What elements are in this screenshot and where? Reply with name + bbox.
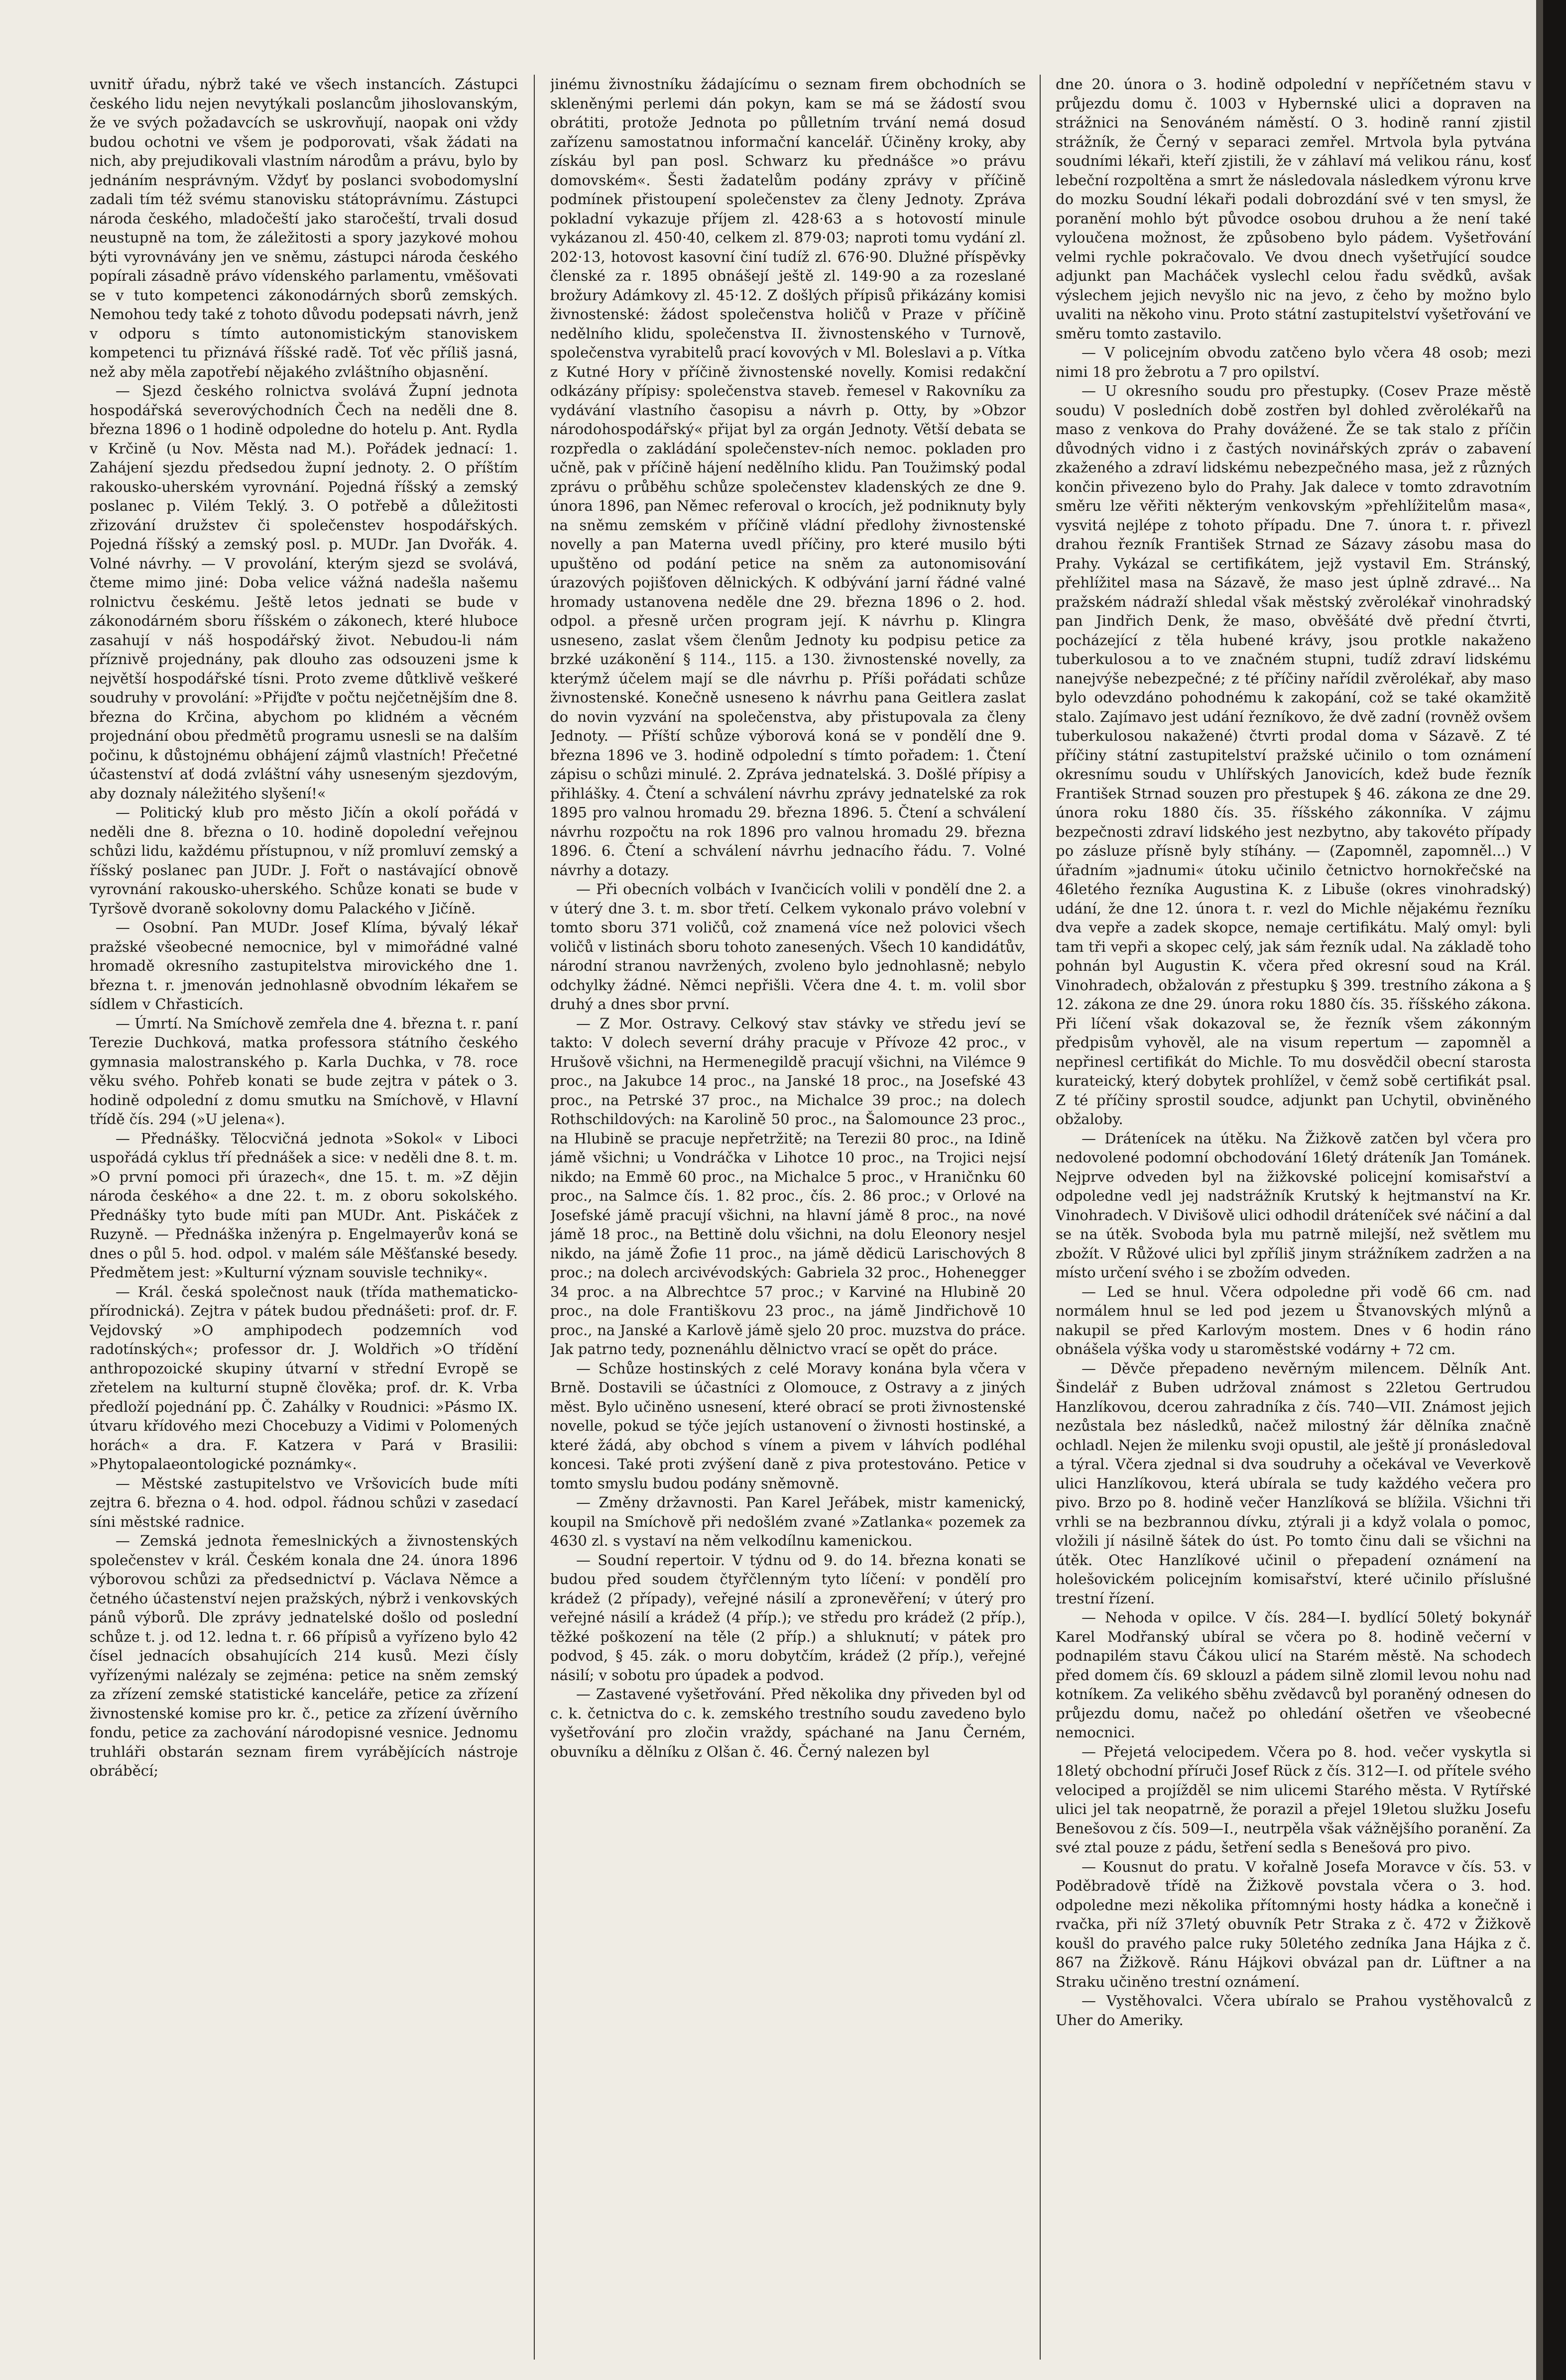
article-paragraph: dne 20. února o 3. hodině odpolední v nepříčetném stavu v průjezdu domu č. 1003 v Hybernské ulici a dopraven na strážnici na Senováném náměstí. O 3. hodině ranní zjistil strážník, že Černý v separaci zemřel. Mrtvola byla pytvána soudními lékaři, kteří zjistili, že v záhlaví má velikou ránu, kosť lebeční rozpoltěna a smrt že následovala následkem výronu krve do mozku Soudní lékaři podali dobrozdání své v ten smysl, že poranění mohlo být původce osobou druhou a že není také vyloučena možnost, že způsobeno bylo pádem. Vyšetřování velmi rychle pokračovalo. Ve dvou dnech vyšetřující soudce adjunkt pan Macháček vyslechl celou řadu svědků, avšak výslechem jejich nevyšlo nic na jevo, z čeho by možno bylo uvaliti na někoho vinu. Proto státní zastupitelství vyšetřování ve směru tomto zastavilo. bbox=[1056, 76, 1531, 342]
column-divider bbox=[1040, 75, 1041, 2360]
article-paragraph: — Osobní. Pan MUDr. Josef Klíma, bývalý lékař pražské všeobecné nemocnice, byl v mimořádné valné hromadě okresního zastupitelstva mirovického dne 1. března t. r. jmenován jednohlasně obvodním lékařem se sídlem v Chřasticích. bbox=[90, 919, 518, 1013]
article-paragraph: — Drátenícek na útěku. Na Žižkově zatčen byl včera pro nedovolené podomní obchodování 16letý dráteník Jan Tománek. Nejprve odveden byl na žižkovské policejní komisařství a odpoledne vedl jej nadstrážník Krutský k hejtmanství na Kr. Vinohradech. V Divišově ulici odhodil dráteníček své náčiní a dal se na útěk. Svoboda byla mu patrně milejší, než světlem mu zbožít. V Růžové ulici byl zpříliš jinym strážníkem zadržen a na místo určení svého i se zbožím odveden. bbox=[1056, 1130, 1531, 1281]
article-paragraph: — Při obecních volbách v Ivančicích volili v pondělí dne 2. a v úterý dne 3. t. m. sbor třetí. Celkem vykonalo právo volební v tomto sboru 371 voličů, což znamená více než polovici všech voličů v listinách sboru tohoto zanesených. Všech 10 kandidátův, národní stranou navržených, zvoleno bylo jednohlasně; nebylo odchylky žádné. Němci nepřišli. Včera dne 4. t. m. volil sbor druhý a dnes sbor první. bbox=[550, 881, 1026, 1013]
article-paragraph: — Městské zastupitelstvo ve Vršovicích bude míti zejtra 6. března o 4. hod. odpol. řádnou schůzi v zasedací síni městské radnice. bbox=[90, 1474, 518, 1530]
article-paragraph: uvnitř úřadu, nýbrž také ve všech instancích. Zástupci českého lidu nejen nevytýkali poslancům jihoslovanským, že ve svých požadavcích se uskrovňují, naopak oni vždy budou ochotni ve všem je podporovati, však žádati na nich, aby prejudikovali vlastním národům a právu, bylo by jednáním nesprávným. Vždyť by poslanci svobodomyslní zadali tím též svému stanovisku státoprávnímu. Zástupci národa českého, mladočeští jako staročeští, trvali dosud neustupně na tom, že záležitosti a spory jazykové mohou býti vyrovnávány jen ve sněmu, zástupci národa českého popírali zásadně právo vídenského parlamentu, vměšovati se v tuto kompetenci zákonodárných sborů zemských. Nemohou tedy také z tohoto důvodu podepsati návrh, jenž v odporu s tímto autonomistickým stanoviskem kompetenci tu přiznává říšské radě. Toť věc příliš jasná, než aby měla zapotřebí nějakého zvláštního objasnění. bbox=[90, 76, 518, 380]
article-paragraph: jinému živnostníku žádajícímu o seznam firem obchodních se skleněnými perlemi dán pokyn, kam se má se žádostí svou obrátiti, protože Jednota po půlletním trvání nemá dosud zařízenu samostatnou informační kancelář. Účiněny kroky, aby získáu byl pan posl. Schwarz ku přednášce »o právu domovském«. Šesti žadatelům podány zprávy v příčině podmínek přistoupení společenstev za členy Jednoty. Zpráva pokladní vykazuje příjem zl. 428·63 a s hotovostí minule vykázanou zl. 450·40, celkem zl. 879·03; naproti tomu vydání zl. 202·13, hotovost kasovní činí tudíž zl. 676·90. Dlužné příspěvky členské za r. 1895 obnášejí ještě zl. 149·90 a za rozeslané brožury Adámkovy zl. 45·12. Z došlých přípisů přikázány komisi živnostenské: žádost společenstva holičů v Praze v příčině nedělního klidu, společenstva II. živnostenského v Turnově, společenstva vyrabitelů prací kovových v Ml. Boleslavi a p. Vítka z Kutné Hory v příčině živnostenské novelly. Komisi redakční odkázány přípisy: společenstva staveb. řemesel v Rakovníku za vydávání vlastního časopisu a návrh p. Otty, by »Obzor národohospodářský« přijat byl za orgán Jednoty. Větší debata se rozpředla o zakládání společenstev-ních nemoc. pokladen pro učně, pak v příčině hájení nedělního klidu. Pan Toužimský podal zprávu o průběhu schůze společenstev kladenských ze dne 9. února 1896, pan Němec referoval o krocích, jež podniknuty byly na sněmu zemském v příčině vládní předlohy živnostenské novelly a pan Materna uvedl příčiny, pro které musilo býti upuštěno od podání petice na sněm za autonomisování úrazových pojišťoven dělnických. K odbývání jarní řádné valné hromady ustanovena neděle dne 29. března 1896 o 2. hod. odpol. a přesně určen program její. K návrhu p. Klingra usneseno, zaslat všem členům Jednoty ku podpisu petice za brzké uzákonění § 114., 115. a 130. živnostenské novelly, za kterýmž účelem mají se dle návrhu p. Příši pořádati schůze živnostenské. Konečně usneseno k návrhu pana Geitlera zaslat do novin vyzvání na společenstva, aby přistupovala za členy Jednoty. — Příští schůze výborová koná se v pondělí dne 9. března 1896 ve 3. hodině odpolední s tímto pořadem: 1. Čtení zápisu o schůzi minulé. 2. Zpráva jednatelská. 3. Došlé přípisy a přihlášky. 4. Čtení a schválení návrhu zprávy jednatelské za rok 1895 pro valnou hromadu 29. března 1896. 5. Čtení a schválení návrhu rozpočtu na rok 1896 pro valnou hromadu 29. března 1896. 6. Čtení a schválení návrhu jednacího řádu. 7. Volné návrhy a dotazy. bbox=[550, 76, 1026, 879]
article-paragraph: — Přednášky. Tělocvičná jednota »Sokol« v Liboci uspořádá cyklus tří přednášek a sice: v neděli dne 8. t. m. »O první pomoci při úrazech«, dne 15. t. m. »Z dějin národa českého« a dne 22. t. m. z oboru sokolského. Přednášky tyto bude míti pan MUDr. Ant. Piskáček z Ruzyně. — Přednáška inženýra p. Engelmayerův koná se dnes o půl 5. hod. odpol. v malém sále Měšťanské besedy. Předmětem jest: »Kulturní význam souvisle techniky«. bbox=[90, 1130, 518, 1281]
article-paragraph: — Politický klub pro město Jičín a okolí pořádá v neděli dne 8. března o 10. hodině dopolední veřejnou schůzi lidu, každému přístupnou, v níž promluví zemský a říšský poslanec pan JUDr. J. Fořt o nastávající obnově vyrovnání rakousko-uherského. Schůze konati se bude v Tyršově dvoraně sokolovny domu Palackého v Jičíně. bbox=[90, 804, 518, 917]
article-paragraph: — Soudní repertoir. V týdnu od 9. do 14. března konati se budou před soudem čtyřčlenným tyto líčení: v pondělí pro krádež (2 případy), veřejné násilí a zpronevěření; v úterý pro veřejné násilí a krádež (4 příp.); ve středu pro krádež (2 příp.), těžké poškození na těle (2 příp.) a shluknutí; v pátek pro podvod, § 45. zák. o moru dobytčím, krádež (2 příp.), veřejné násilí; v sobotu pro úpadek a podvod. bbox=[550, 1551, 1026, 1684]
article-paragraph: — Z Mor. Ostravy. Celkový stav stávky ve středu jeví se takto: V dolech severní dráhy pracuje v Přívoze 42 proc., v Hrušově všichni, na Hermenegildě pracují všichni, na Vilémce 9 proc., na Jakubce 14 proc., na Janské 18 proc., na Josefské 43 proc., na Petrské 37 proc., na Michalce 39 proc.; na dolech Rothschildových: na Karolině 50 proc., na Šalomounce 23 proc., na Hlubině se pracuje nepřetržitě; na Terezii 80 proc., na Idině jámě všichni; u Vondráčka v Lihotce 10 proc., na Trojici nejsí nikdo; na Emmě 60 proc., na Michalce 5 proc., v Hraničnku 60 proc., na Salmce čís. 1. 82 proc., čís. 2. 86 proc.; v Orlové na Josefské jámě pracují všichni, na hlavní jámě 8 proc., na nové jámě 18 proc., na Bettině dolu všichni, na dolu Eleonory nesjel nikdo, na jámě Žofie 11 proc., na jámě dědicü Larischových 8 proc.; na dolech arcivévodských: Gabriela 32 proc., Hohenegger 34 proc. a na Albrechtce 57 proc.; v Karviné na Hlubině 20 proc., na dole Františkovu 23 proc., na jámě Jindřichově 10 proc., na Janské a Karlově jámě sjelo 20 proc. muzstva do práce. Jak patrno tedy, poznenáhlu dělnictvo vrací se opět do práce. bbox=[550, 1015, 1026, 1358]
article-paragraph: — Změny državnosti. Pan Karel Jeřábek, mistr kamenický, koupil na Smíchově při nedošlém zvané »Zatlanka« pozemek za 4630 zl. s vystaví na něm velkodílnu kamenickou. bbox=[550, 1494, 1026, 1549]
article-paragraph: — V policejním obvodu zatčeno bylo včera 48 osob; mezi nimi 18 pro žebrotu a 7 pro opilství. bbox=[1056, 344, 1531, 380]
article-paragraph: — Zemská jednota řemeslnických a živnostenských společenstev v král. Českém konala dne 24. února 1896 výborovou schůzi za předsednictví p. Václava Němce a četného účastenství nejen pražských, nýbrž i venkovských pánů výborů. Dle zprávy jednatelské došlo od poslední schůze t. j. od 12. ledna t. r. 66 přípisů a vyřízeno bylo 42 čísel jednacích obsahujících 214 kusů. Mezi čísly vyřízenými nalézaly se zejména: petice na sněm zemský za zřízení zemské statistické kanceláře, petice za zřízení živnostenské komise pro kr. č., petice za zřízení úvěrního fondu, petice za zachování národopisné vesnice. Jednomu truhláři obstarán seznam firem vyrábějících nástroje obráběcí; bbox=[90, 1532, 518, 1779]
article-paragraph: — Nehoda v opilce. V čís. 284—I. bydlící 50letý bokynář Karel Modřanský ubíral se včera po 8. hodině večerní v podnapilém stavu Čákou ulicí na Starém městě. Na schodech před domem čís. 69 sklouzl a pádem silně zlomil levou nohu nad kotníkem. Za velikého sběhu zvědavců byl poraněný odnesen do průjezdu domu, načež po ohledání ošetřen ve všeobecné nemocnici. bbox=[1056, 1609, 1531, 1741]
column-divider bbox=[534, 75, 535, 2360]
article-paragraph: — Děvče přepadeno nevěrným milencem. Dělník Ant. Šindelář z Buben udržoval známost s 22letou Gertrudou Hanzlíkovou, dcerou zahradníka z čís. 740—VII. Známost jejich nezůstala bez následků, načež milostný žár dělníka značně ochladl. Nejen že milenku svoji opustil, ale ještě jí pronásledoval a týral. Včera zjednal si dva soudruhy a očekával ve Veverkově ulici Hanzlíkovou, která ubírala se tudy každého večera pro pivo. Brzo po 8. hodině večer Hanzlíková se blížila. Všichni tři vrhli se na bezbrannou dívku, ztýrali ji a když volala o pomoc, vložili jí násilně šátek do úst. Po tomto činu dali se všichni na útěk. Otec Hanzlíkové učinil o přepadení oznámení na holešovickém policejním komisařství, které učinilo příslušné trestní řízení. bbox=[1056, 1360, 1531, 1607]
scan-edge bbox=[1536, 0, 1566, 2380]
article-paragraph: — Zastavené vyšetřování. Před několika dny přiveden byl od c. k. četnictva do c. k. zemského trestního soudu zavedeno bylo vyšetřování pro zločin vraždy, spáchané na Janu Černém, obuvníku a dělníku z Olšan č. 46. Černý nalezen byl bbox=[550, 1686, 1026, 1760]
article-paragraph: — Vystěhovalci. Včera ubíralo se Prahou vystěhovalců z Uher do Ameriky. bbox=[1056, 1992, 1531, 2029]
article-paragraph: — Úmrtí. Na Smíchově zemřela dne 4. března t. r. paní Terezie Duchková, matka professora státního českého gymnasia malostranského p. Karla Duchka, v 78. roce věku svého. Pohřeb konati se bude zejtra v pátek o 3. hodině odpolední z domu smutku na Smíchově, v Hlavní třídě čís. 294 (»U jelena«). bbox=[90, 1015, 518, 1128]
article-paragraph: — Led se hnul. Včera odpoledne při vodě 66 cm. nad normálem hnul se led pod jezem u Štvanovských mlýnů a nakupil se před Karlovým mostem. Dnes v 6 hodin ráno obnášela výška vody u staroměstské vodárny + 72 cm. bbox=[1056, 1283, 1531, 1358]
article-paragraph: — U okresního soudu pro přestupky. (Cosev Praze městě soudu) V posledních době zostřen byl dohled zvěrolékařů na maso z venkova do Prahy dovážené. Že se tak stalo z příčin důvodných vidno i z častých novinářských zpráv o zabavení zkaženého a zdraví lidskému nebezpečného masa, jež z různých končin přivezeno bylo do Prahy. Jak dalece v tomto zdravotním směru lze věřiti některým venkovským »přehlížitelům masa«, vysvitá nejlépe z tohoto případu. Dne 7. února t. r. přivezl drahou řezník František Strnad ze Sázavy zásobu masa do Prahy. Vykázal se certifikátem, jejž vystavil Em. Stránský, přehlížitel masa na Sázavě, že maso jest úplně zdravé... Na pražském nádraží shledal však městský zvěrolékař vinohradský pan Jindřich Denk, že maso, obvěšáté dvě přední čtvrti, pocházející z těla hubené krávy, jsou protkle nakaženo tuberkulosou a to ve značném stupni, tudíž zdraví lidskému nanejvýše nebezpečné; z té příčiny nařídil zvěrolékař, aby maso bylo odevzdáno pohodnému k zakopání, což se také okamžitě stalo. Zajímavo jest udání řezníkovo, že dvě zadní (rovněž ovšem tuberkulosou nakažené) čtvrti prodal doma v Sázavě. Z té příčiny státní zastupitelství pražské učinilo o tom oznámení okresnímu soudu v Uhlířských Janovicích, kdež bude řezník František Strnad souzen pro přestupek § 46. zákona ze dne 29. února roku 1880 čís. 35. říšského zákonníka. V zájmu bezpečnosti zdraví lidského jest nezbytno, aby takovéto případy po zásluze přísně byly stíhány. — (Zapomněl, zapomněl...) V úřadním »jadnumi« útoku učinilo četnictvo hornokřečské na 46letého řezníka Augustina K. z Libuše (okres vinohradský) udání, že dne 12. února t. r. vezl do Michle nějakému řezníku dva vepře a zadek skopce, nemaje certifikátu. Malý omyl: byli tam tři vepři a skopec celý, jak sám řezník udal. Na základě toho pohnán byl Augustin K. včera před okresní soud na Král. Vinohradech, obžalován z přestupku § 399. trestního zákona a § 12. zákona ze dne 29. února roku 1880 čís. 35. říšského zákona. Při líčení však dokazoval se, že řezník všem zákonným předpisům vyhověl, ale na visum repertum — zapomněl a nepřinesl certifikát do Michle. To mu dosvědčil obecní starosta kurateický, který dobytek prohlížel, v čemž sobě certifikát psal. Z té příčiny sprostil soudce, adjunkt pan Uchytil, obviněného obžaloby. bbox=[1056, 382, 1531, 1128]
article-paragraph: — Schůze hostinských z celé Moravy konána byla včera v Brně. Dostavili se účastníci z Olomouce, z Ostravy a z jiných měst. Bylo učiněno usnesení, které obrací se proti živnostenské novelle, pokud se týče jejích ustanovení o živnosti hostinské, a které žádá, aby obchod s vínem a pivem v láhvích podléhal koncesi. Také proti zvýšení daně z piva protestováno. Petice v tomto smyslu budou podány sněmovně. bbox=[550, 1360, 1026, 1492]
article-paragraph: — Král. česká společnost nauk (třída mathematicko-přírodnická). Zejtra v pátek budou přednášeti: prof. dr. F. Vejdovský »O amphipodech podzemních vod radotínských«; professor dr. J. Woldřich »O třídění anthropozoické skupiny útvarní v střední Evropě se zřetelem na kulturní stupně člověka; prof. dr. K. Vrba předloží pojednání pp. Č. Zahálky v Roudnici: »Pásmo IX. útvaru křídového mezi Chocebuzy a Vidimi v Polomených horách« a dra. F. Katzera v Pará v Brasilii: »Phytopalaeontologické poznámky«. bbox=[90, 1283, 518, 1473]
column-2 bbox=[550, 75, 1026, 2360]
article-paragraph: — Kousnut do pratu. V kořalně Josefa Moravce v čís. 53. v Poděbradově třídě na Žižkově povstala včera o 3. hod. odpoledne mezi několika přítomnými hosty hádka a konečně i rvačka, při níž 37letý obuvník Petr Straka z č. 472 v Žižkově koušl do pravého palce ruky 50letého zedníka Jana Hájka z č. 867 na Žižkově. Ránu Hájkovi obvázal pan dr. Lüftner a na Straku učiněno trestní oznámení. bbox=[1056, 1858, 1531, 1990]
article-paragraph: — Přejetá velocipedem. Včera po 8. hod. večer vyskytla si 18letý obchodní příruči Josef Rück z čís. 312—I. od přítele svého velociped a projížděl se nim ulicemi Starého města. V Rytířské ulici jel tak neopatrně, že porazil a přejel 19letou služku Josefu Benešovou z čís. 509—I., neutrpěla však vážnějšího poranění. Za své ztal pouze z pádu, šetření sedla s Benešová pro pivo. bbox=[1056, 1743, 1531, 1856]
article-paragraph: — Sjezd českého rolnictva svolává Župní jednota hospodářská severovýchodních Čech na neděli dne 8. března 1896 o 1 hodině odpoledne do hotelu p. Ant. Rydla v Krčině (u Nov. Města nad M.). Pořádek jednací: 1. Zahájení sjezdu předsedou župní jednoty. 2. O příštím rakousko-uherském vyrovnání. Pojedná říšský a zemský poslanec p. Vilém Teklý. 3. O potřebě a důležitosti zřizování družstev či společenstev hospodářských. Pojedná říšský a zemský posl. p. MUDr. Jan Dvořák. 4. Volné návrhy. — V provolání, kterým sjezd se svolává, čteme mimo jiné: Doba velice vážná nadešla našemu rolnictvu českému. Ještě letos jednati se bude v zákonodárném sboru říšském o zákonech, které hluboce zasahují v náš hospodářský život. Nebudou-li nám příznivě projednány, pak dlouho zas odsouzeni jsme k největší hospodářské tísni. Proto zveme důtklivě veškeré soudruhy v provolání: »Přijďte v počtu nejčetnějším dne 8. března do Krčina, abychom po klidném a věcném projednání obou předmětů programu usnesli se na dalším počinu, k důstojnému obhájení zájmů vlastních! Přečetné účastenství ať dodá zvláštní váhy usneseným sjezdovým, aby doznaly náležitého slyšení!« bbox=[90, 382, 518, 802]
column-1 bbox=[90, 75, 518, 2360]
column-3 bbox=[1056, 75, 1531, 2360]
